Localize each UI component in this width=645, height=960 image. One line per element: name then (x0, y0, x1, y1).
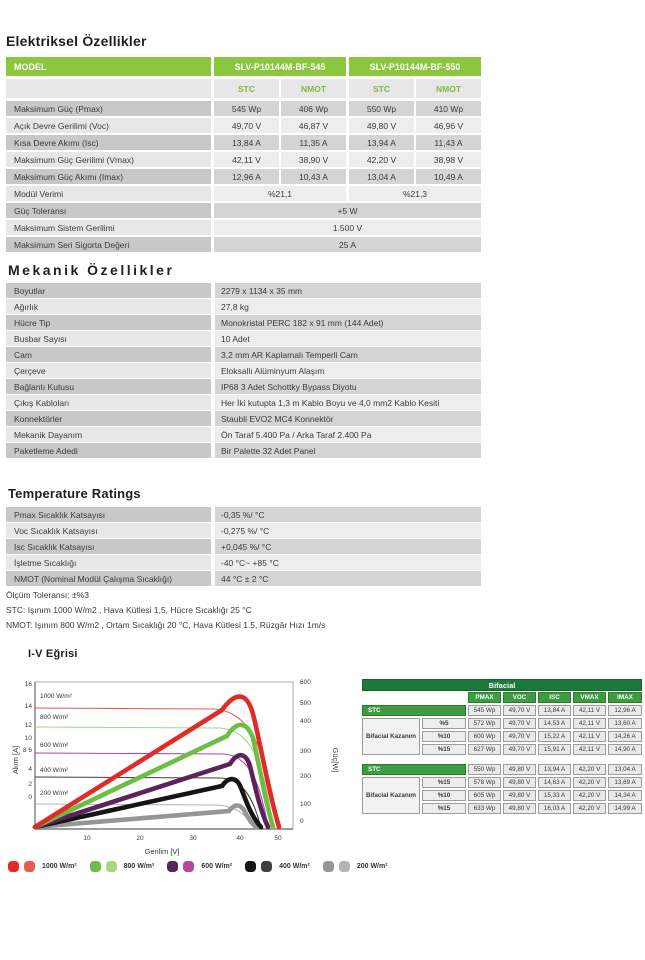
row-value: Staubli EVO2 MC4 Konnektör (215, 411, 481, 426)
legend-label: 400 W/m² (279, 863, 310, 870)
row-value: 410 Wp (416, 101, 481, 116)
bifacial-stc-value: 49,70 V (503, 705, 536, 716)
right-tick-100: 100 (300, 801, 311, 808)
legend-swatch-dark (167, 861, 178, 872)
y-axis-label-left: Akım [A] (11, 745, 20, 775)
x-tick-40: 40 (236, 835, 244, 842)
bifacial-gain-value: 49,80 V (503, 777, 536, 788)
model1-header-cell: SLV-P10144M-BF-545 (214, 57, 346, 76)
table-row (6, 363, 481, 378)
row-value: 10,43 A (281, 169, 346, 184)
table-row (6, 315, 481, 330)
table-row (6, 299, 481, 314)
right-tick-600: 600 (300, 679, 311, 686)
bifacial-col-header: VMAX (573, 692, 606, 703)
bifacial-stc-value: 42,11 V (573, 705, 606, 716)
bifacial-stc-label: STC (362, 705, 466, 716)
bifacial-header: Bifacial (362, 679, 642, 691)
table-row (6, 523, 481, 538)
bifacial-gain-value: 42,20 V (573, 790, 606, 801)
legend-label: 800 W/m² (123, 863, 155, 870)
row-label: Güç Toleransı (6, 203, 211, 218)
row-value: 46,96 V (416, 118, 481, 133)
bifacial-gain-value: 49,80 V (503, 803, 536, 814)
bifacial-gain-value: 14,90 A (608, 744, 642, 755)
bifacial-stc-value: 13,04 A (608, 764, 642, 775)
bifacial-gain-label: Bifacial Kazanım (362, 777, 420, 814)
row-value: 38,98 V (416, 152, 481, 167)
row-label: Çerçeve (6, 363, 211, 378)
row-label: Maksimum Güç Gerilimi (Vmax) (6, 152, 211, 167)
section-title-temperature: Temperature Ratings (8, 486, 141, 501)
row-label: Ağırlık (6, 299, 211, 314)
iv-curve-chart (10, 674, 350, 874)
row-value: 550 Wp (349, 101, 414, 116)
mechanical-table (6, 283, 481, 459)
row-value: Ön Taraf 5.400 Pa / Arka Taraf 2.400 Pa (215, 427, 481, 442)
table-row (6, 118, 481, 133)
legend-swatch-light (183, 861, 194, 872)
legend-label: 600 W/m² (201, 863, 233, 870)
row-label: NMOT (Nominal Modül Çalışma Sıcaklığı) (6, 571, 211, 586)
bifacial-gain-value: 42,11 V (573, 731, 606, 742)
row-label: İşletme Sıcaklığı (6, 555, 211, 570)
bifacial-gain-pct: %15 (422, 777, 466, 788)
row-value: +5 W (214, 203, 481, 218)
left-tick-4: 4 (28, 766, 32, 773)
row-value: 406 Wp (281, 101, 346, 116)
legend-swatch-dark (245, 861, 256, 872)
bifacial-stc-label: STC (362, 764, 466, 775)
legend-item (167, 861, 232, 872)
table-row (6, 379, 481, 394)
table-row (6, 79, 481, 98)
bifacial-gain-label: Bifacial Kazanım (362, 718, 420, 755)
row-value: Her İki kutupta 1,3 m Kablo Boyu ve 4,0 mm2 Kablo Kesiti (215, 395, 481, 410)
footnotes (6, 588, 325, 633)
bifacial-gain-value: 42,11 V (573, 744, 606, 755)
bifacial-gain-value: 49,70 V (503, 718, 536, 729)
bifacial-stc-value: 42,20 V (573, 764, 606, 775)
bifacial-stc-value: 12,96 A (608, 705, 642, 716)
legend-swatch-light (106, 861, 117, 872)
condition-header-0: STC (214, 79, 279, 98)
row-label: Çıkış Kabloları (6, 395, 211, 410)
row-value: 13,94 A (349, 135, 414, 150)
legend-swatch-dark (8, 861, 19, 872)
row-value: -0,35 %/ °C (215, 507, 481, 522)
row-label: Konnektörler (6, 411, 211, 426)
table-row (6, 555, 481, 570)
row-value: 3,2 mm AR Kaplamalı Temperli Cam (215, 347, 481, 362)
bifacial-gain-value: 14,63 A (538, 777, 571, 788)
bifacial-gain-pct: %15 (422, 803, 466, 814)
left-tick-8 6: 8 6 (22, 747, 32, 754)
irradiance-label-3: 600 W/m² (40, 742, 69, 749)
row-value: IP68 3 Adet Schottky Bypass Diyotu (215, 379, 481, 394)
section-title-mechanical: Mekanik Özellikler (8, 262, 175, 278)
bifacial-gain-pct: %10 (422, 731, 466, 742)
row-label: Maksimum Sistem Gerilimi (6, 220, 211, 235)
bifacial-gain-value: 15,91 A (538, 744, 571, 755)
bifacial-table-545 (362, 679, 643, 755)
table-row (6, 539, 481, 554)
row-value: 42,11 V (214, 152, 279, 167)
left-tick-14: 14 (24, 703, 32, 710)
row-label: Boyutlar (6, 283, 211, 298)
irradiance-label-1: 1000 W/m² (40, 693, 72, 700)
model2-header-cell: SLV-P10144M-BF-550 (349, 57, 481, 76)
bifacial-gain-value: 15,22 A (538, 731, 571, 742)
bifacial-col-header: ISC (538, 692, 571, 703)
row-label: Mekanik Dayanım (6, 427, 211, 442)
row-value: 10 Adet (215, 331, 481, 346)
right-tick-0: 0 (300, 818, 304, 825)
legend-swatch-light (24, 861, 35, 872)
chart-title: I-V Eğrisi (28, 648, 78, 660)
bifacial-gain-value: 13,60 A (608, 718, 642, 729)
irradiance-label-4: 400 W/m² (40, 767, 69, 774)
condition-header-3: NMOT (416, 79, 481, 98)
bifacial-stc-value: 13,84 A (538, 705, 571, 716)
left-tick-2: 2 (28, 781, 32, 788)
row-value: %21,3 (349, 186, 481, 201)
electrical-table (6, 57, 481, 254)
row-value: 49,70 V (214, 118, 279, 133)
legend-label: 200 W/m² (356, 863, 388, 870)
bifacial-gain-value: 49,70 V (503, 744, 536, 755)
condition-header-1: NMOT (281, 79, 346, 98)
right-tick-400: 400 (300, 718, 311, 725)
bifacial-gain-pct: %5 (422, 718, 466, 729)
table-row (6, 101, 481, 116)
bifacial-gain-value: 42,20 V (573, 803, 606, 814)
row-label: Maksimum Seri Sigorta Değeri (6, 237, 211, 252)
legend-swatch-dark (323, 861, 334, 872)
bifacial-gain-pct: %15 (422, 744, 466, 755)
right-tick-200: 200 (300, 773, 311, 780)
bifacial-gain-value: 14,26 A (608, 731, 642, 742)
section-title-electrical: Elektriksel Özellikler (6, 33, 147, 49)
bifacial-gain-value: 16,03 A (538, 803, 571, 814)
right-tick-300: 300 (300, 748, 311, 755)
bifacial-stc-value: 13,94 A (538, 764, 571, 775)
table-row (6, 331, 481, 346)
bifacial-gain-value: 600 Wp (468, 731, 501, 742)
temperature-table (6, 507, 481, 587)
bifacial-table-550 (362, 764, 643, 814)
bifacial-gain-value: 49,80 V (503, 790, 536, 801)
table-row (6, 443, 481, 458)
x-axis-label: Gerilim [V] (144, 847, 180, 856)
row-label: Paketleme Adedi (6, 443, 211, 458)
row-label: Cam (6, 347, 211, 362)
bifacial-gain-value: 15,33 A (538, 790, 571, 801)
bifacial-stc-value: 49,80 V (503, 764, 536, 775)
bifacial-col-header: VOC (503, 692, 536, 703)
right-tick-500: 500 (300, 700, 311, 707)
left-tick-0: 0 (28, 794, 32, 801)
row-value: 44 °C ± 2 °C (215, 571, 481, 586)
bifacial-gain-value: 633 Wp (468, 803, 501, 814)
bifacial-gain-value: 572 Wp (468, 718, 501, 729)
row-value: Bir Palette 32 Adet Panel (215, 443, 481, 458)
chart-legend (8, 861, 388, 872)
table-row (6, 169, 481, 184)
legend-item (245, 861, 310, 872)
bifacial-gain-pct: %10 (422, 790, 466, 801)
bifacial-gain-value: 42,11 V (573, 718, 606, 729)
bifacial-gain-value: 627 Wp (468, 744, 501, 755)
table-row (6, 135, 481, 150)
row-value: 42,20 V (349, 152, 414, 167)
subheader-spacer (6, 79, 211, 98)
x-tick-50: 50 (274, 835, 282, 842)
row-value: Eloksallı Alüminyum Alaşım (215, 363, 481, 378)
bifacial-gain-value: 49,70 V (503, 731, 536, 742)
bifacial-gain-value: 14,34 A (608, 790, 642, 801)
row-label: Isc Sıcaklık Katsayısı (6, 539, 211, 554)
y-axis-label-right: Güç[W] (331, 747, 340, 773)
legend-item (323, 861, 388, 872)
row-value: -0,275 %/ °C (215, 523, 481, 538)
left-tick-10: 10 (24, 735, 32, 742)
left-tick-16: 16 (24, 681, 32, 688)
row-value: 25 A (214, 237, 481, 252)
legend-swatch-light (339, 861, 350, 872)
legend-item (8, 861, 77, 872)
footnote-stc: STC: Işınım 1000 W/m2 , Hava Kütlesi 1,5, Hücre Sıcaklığı 25 °C (6, 605, 252, 615)
row-value: 1.500 V (214, 220, 481, 235)
bifacial-stc-value: 550 Wp (468, 764, 501, 775)
legend-swatch-dark (90, 861, 101, 872)
table-row (6, 411, 481, 426)
row-value: 10,49 A (416, 169, 481, 184)
table-row (6, 152, 481, 167)
bifacial-gain-value: 14,53 A (538, 718, 571, 729)
bifacial-col-spacer (362, 692, 466, 703)
row-label: Açık Devre Gerilimi (Voc) (6, 118, 211, 133)
row-value: %21,1 (214, 186, 346, 201)
left-tick-12: 12 (24, 722, 32, 729)
row-value: 13,04 A (349, 169, 414, 184)
row-value: +0,045 %/ °C (215, 539, 481, 554)
table-row (6, 395, 481, 410)
row-value: 12,96 A (214, 169, 279, 184)
table-row (6, 283, 481, 298)
table-row (6, 571, 481, 586)
bifacial-col-header: IMAX (608, 692, 642, 703)
table-row (6, 427, 481, 442)
row-label: Voc Sıcaklık Katsayısı (6, 523, 211, 538)
bifacial-stc-value: 545 Wp (468, 705, 501, 716)
bifacial-gain-value: 14,99 A (608, 803, 642, 814)
footnote-nmot: NMOT: Işınım 800 W/m2 , Ortam Sıcaklığı 20 °C, Hava Kütlesi 1.5, Rüzgâr Hızı 1m/s (6, 620, 326, 630)
bifacial-col-header: PMAX (468, 692, 501, 703)
table-row (6, 507, 481, 522)
model-header-cell: MODEL (6, 57, 211, 76)
x-tick-10: 10 (83, 835, 91, 842)
bifacial-gain-value: 42,20 V (573, 777, 606, 788)
row-value: 49,80 V (349, 118, 414, 133)
condition-header-2: STC (349, 79, 414, 98)
table-row (6, 57, 481, 76)
bifacial-gain-value: 13,69 A (608, 777, 642, 788)
pv-curve-800 (35, 725, 273, 827)
row-label: Modül Verimi (6, 186, 211, 201)
row-value: 11,35 A (281, 135, 346, 150)
row-value: 2279 x 1134 x 35 mm (215, 283, 481, 298)
table-row (6, 347, 481, 362)
x-tick-30: 30 (189, 835, 197, 842)
row-value: 46,87 V (281, 118, 346, 133)
bifacial-gain-value: 578 Wp (468, 777, 501, 788)
row-label: Maksimum Güç Akımı (Imax) (6, 169, 211, 184)
row-value: 27,8 kg (215, 299, 481, 314)
footnote-tolerance: Ölçüm Toleransı: ±%3 (6, 590, 89, 600)
legend-swatch-light (261, 861, 272, 872)
bifacial-gain-value: 605 Wp (468, 790, 501, 801)
legend-label: 1000 W/m² (42, 863, 77, 870)
row-label: Pmax Sıcaklık Katsayısı (6, 507, 211, 522)
row-label: Maksimum Güç (Pmax) (6, 101, 211, 116)
row-label: Bağlantı Kutusu (6, 379, 211, 394)
row-value: -40 °C~ +85 °C (215, 555, 481, 570)
row-value: Monokristal PERC 182 x 91 mm (144 Adet) (215, 315, 481, 330)
irradiance-label-2: 800 W/m² (40, 714, 69, 721)
irradiance-label-5: 200 W/m² (40, 790, 69, 797)
row-label: Kısa Devre Akımı (Isc) (6, 135, 211, 150)
table-row (6, 237, 481, 252)
row-value: 13,84 A (214, 135, 279, 150)
row-value: 11,43 A (416, 135, 481, 150)
table-row (6, 186, 481, 201)
row-label: Busbar Sayısı (6, 331, 211, 346)
legend-item (90, 861, 155, 872)
table-row (6, 220, 481, 235)
row-value: 38,90 V (281, 152, 346, 167)
x-tick-20: 20 (136, 835, 144, 842)
table-row (6, 203, 481, 218)
row-value: 545 Wp (214, 101, 279, 116)
row-label: Hücre Tip (6, 315, 211, 330)
